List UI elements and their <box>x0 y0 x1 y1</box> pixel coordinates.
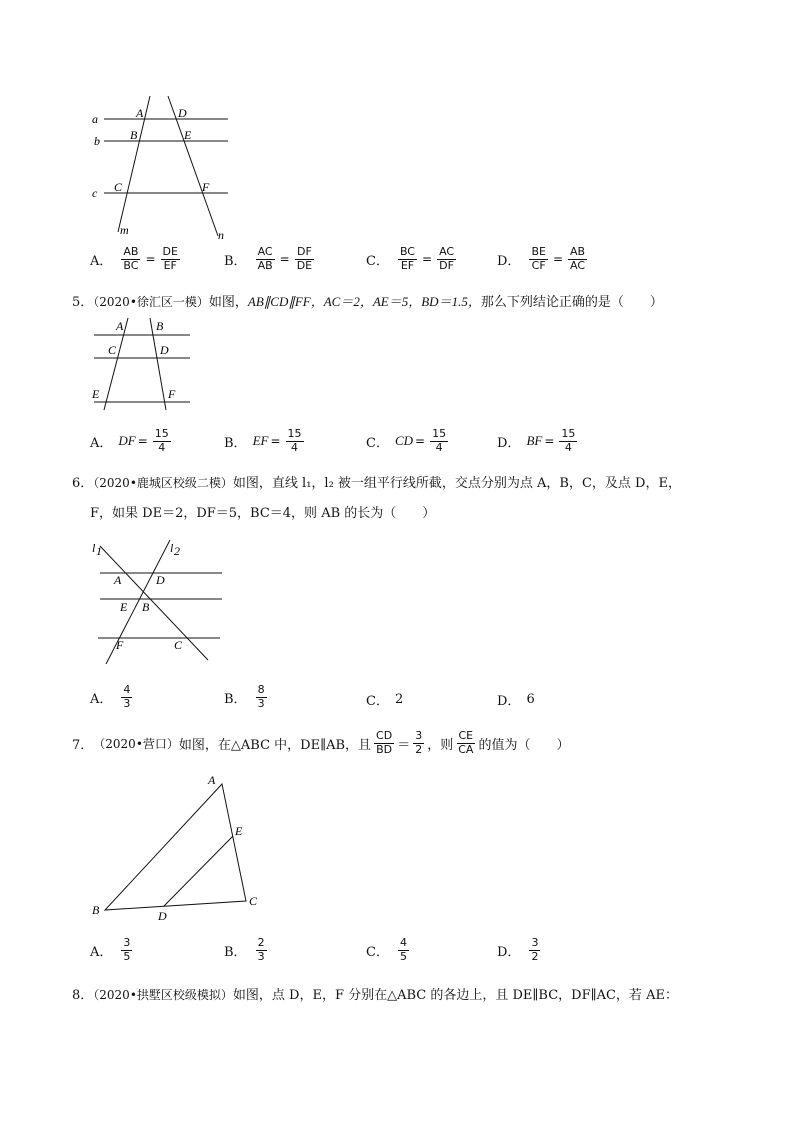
svg-text:B: B <box>92 903 100 917</box>
label-F: F <box>202 180 210 194</box>
svg-text:l: l <box>92 541 96 555</box>
svg-text:l: l <box>170 541 174 555</box>
label-n: n <box>218 228 224 242</box>
svg-text:D: D <box>158 909 167 920</box>
label-m: m <box>120 223 129 237</box>
svg-text:E: E <box>235 824 243 838</box>
segment-de <box>164 836 233 906</box>
q6-option-c[interactable]: C． 2 <box>366 692 404 709</box>
q7-figure <box>88 770 268 920</box>
svg-text:D: D <box>156 573 165 587</box>
q7-stem: 7． （2020•营口） 如图，在△ABC 中，DE∥AB，且 $\frac{CD}{BD}$ ＝ $\frac{3}{2}$ ，则 $\frac{CE}{CA}$ 的值为（ ） <box>72 729 570 756</box>
svg-text:C: C <box>174 638 183 652</box>
q4-option-c[interactable]: C． $\frac{BC}{EF}$ = $\frac{AC}{DF}$ <box>366 245 455 272</box>
q7-number: 7． <box>72 737 94 753</box>
label-c: c <box>92 186 98 200</box>
label-E: E <box>184 128 192 142</box>
line-m <box>118 96 150 232</box>
q6-option-d[interactable]: D． 6 <box>497 692 535 709</box>
q5-stem: 5．（2020•徐汇区一模）如图，AB∥CD∥FF，AC＝2，AE＝5，BD＝1.5，那么下列结论正确的是（ ） <box>72 294 663 310</box>
q5-option-d[interactable]: D． BF = $\frac{15}{4}$ <box>497 427 576 454</box>
q7-option-b[interactable]: B． $\frac{2}{3}$ <box>224 936 265 963</box>
svg-text:F: F <box>168 387 176 401</box>
q4-option-d[interactable]: D． $\frac{BE}{CF}$ = $\frac{AB}{AC}$ <box>497 245 586 272</box>
q8-stem: 8．（2020•拱墅区校级模拟）如图，点 D，E，F 分别在△ABC 的各边上，且 DE∥BC，DF∥AC，若 AE： <box>72 988 678 1003</box>
svg-text:B: B <box>142 600 150 614</box>
q6-figure <box>86 536 230 668</box>
svg-text:1: 1 <box>96 544 102 558</box>
q6-stem-line2: F，如果 DE＝2，DF＝5，BC＝4，则 AB 的长为（ ） <box>90 506 436 521</box>
svg-text:F: F <box>116 638 124 652</box>
svg-text:D: D <box>160 343 169 357</box>
q6-number: 6． <box>72 476 94 491</box>
label-A: A <box>136 106 144 120</box>
q6-option-b[interactable]: B． $\frac{8}{3}$ <box>224 683 265 710</box>
q7-option-a[interactable]: A． $\frac{3}{5}$ <box>90 936 131 963</box>
q5-option-a[interactable]: A． DF = $\frac{15}{4}$ <box>90 427 169 454</box>
svg-text:C: C <box>108 343 117 357</box>
q4-figure <box>80 92 250 244</box>
q6-option-a[interactable]: A． $\frac{4}{3}$ <box>90 683 131 710</box>
q8-number: 8． <box>72 988 94 1003</box>
q6-stem-line1: 6．（2020•鹿城区校级二模）如图，直线 l₁，l₂ 被一组平行线所截，交点分别为点 A，B，C，及点 D，E， <box>72 476 681 491</box>
label-C: C <box>114 180 123 194</box>
svg-text:E: E <box>120 600 128 614</box>
q5-condition: AB∥CD∥FF，AC＝2，AE＝5，BD＝1.5， <box>247 294 481 309</box>
q5-option-c[interactable]: C． CD = $\frac{15}{4}$ <box>366 427 447 454</box>
svg-text:C: C <box>249 894 258 908</box>
q7-option-d[interactable]: D． $\frac{3}{2}$ <box>497 936 539 963</box>
line-n <box>168 96 218 236</box>
q4-option-b[interactable]: B． $\frac{AC}{AB}$ = $\frac{DF}{DE}$ <box>224 245 313 272</box>
q5-number: 5． <box>72 295 94 310</box>
svg-text:2: 2 <box>174 544 180 558</box>
q4-option-a[interactable]: A． $\frac{AB}{BC}$ = $\frac{DE}{EF}$ <box>90 245 178 272</box>
q8-source: （2020•拱墅区校级模拟） <box>93 988 233 1002</box>
q5-source: （2020•徐汇区一模） <box>93 295 209 309</box>
q6-source: （2020•鹿城区校级二模） <box>93 476 233 490</box>
label-b: b <box>94 134 100 148</box>
triangle-abc <box>105 784 246 910</box>
q5-figure <box>86 316 196 412</box>
svg-text:A: A <box>208 773 216 787</box>
svg-text:E: E <box>92 387 100 401</box>
svg-text:B: B <box>156 319 164 333</box>
label-D: D <box>178 106 187 120</box>
q7-option-c[interactable]: C． $\frac{4}{5}$ <box>366 936 407 963</box>
svg-text:A: A <box>114 573 122 587</box>
label-a: a <box>92 112 98 126</box>
svg-text:A: A <box>116 319 124 333</box>
q7-source: （2020•营口） <box>93 736 179 751</box>
label-B: B <box>130 128 138 142</box>
q5-option-b[interactable]: B． EF = $\frac{15}{4}$ <box>224 427 302 454</box>
